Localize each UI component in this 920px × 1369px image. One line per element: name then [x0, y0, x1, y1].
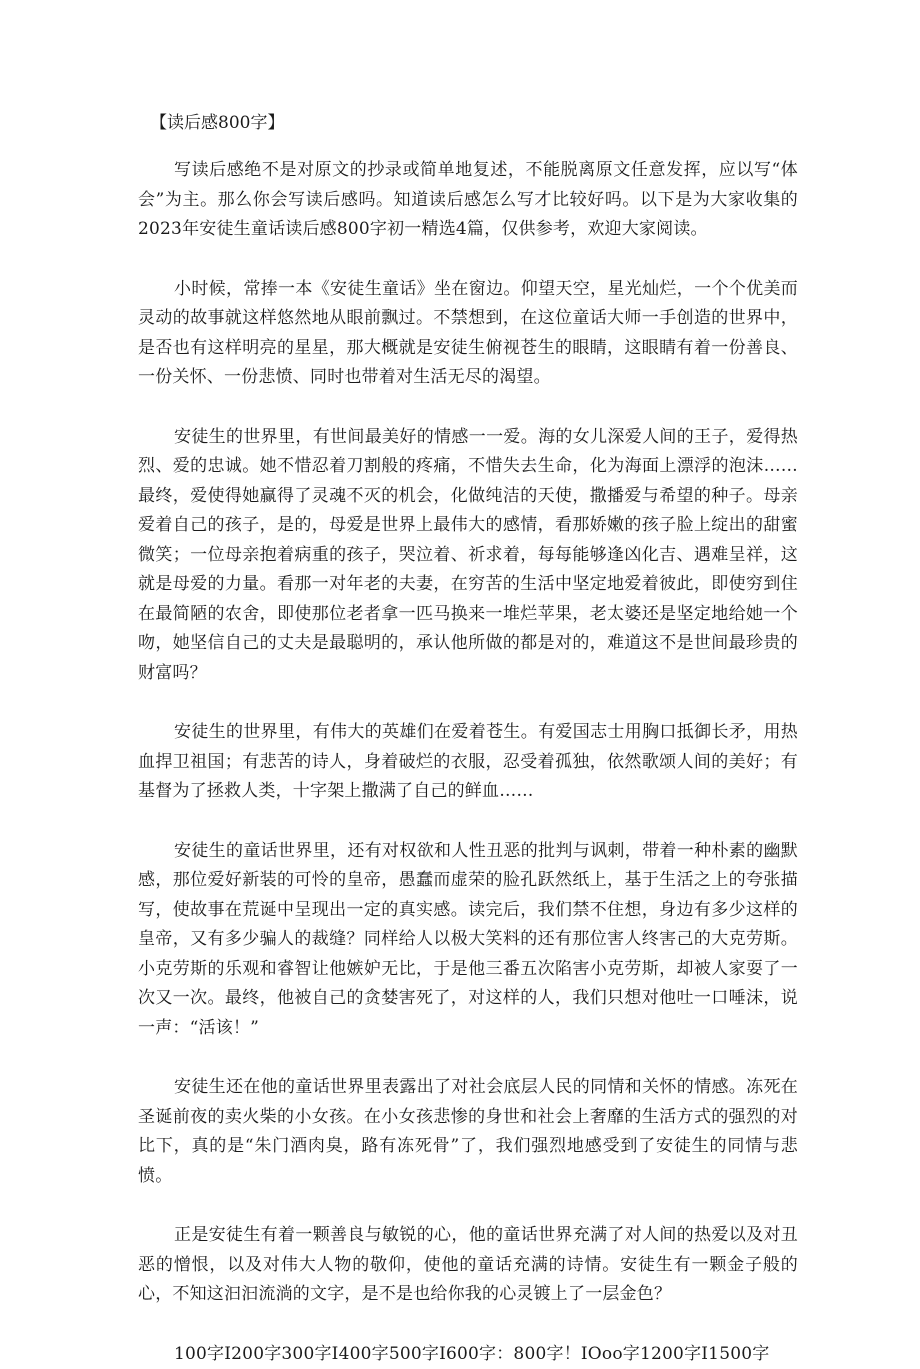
document-page [138, 108, 798, 1369]
conclusion-paragraph: 正是安徒生有着一颗善良与敏锐的心，他的童话世界充满了对人间的热爱以及对丑恶的憎恨，以及对伟大人物的敬仰，使他的童话充满的诗情。安徒生有一颗金子般的心，不知这汩汩流淌的文字，是不是也给你我的心灵镀上了一层金色？ [138, 1221, 798, 1310]
sympathy-paragraph: 安徒生还在他的童话世界里表露出了对社会底层人民的同情和关怀的情感。冻死在圣诞前夜的卖火柴的小女孩。在小女孩悲惨的身世和社会上奢靡的生活方式的强烈的对比下，真的是“朱门酒肉臭，路有冻死骨”了，我们强烈地感受到了安徒生的同情与悲愤。 [138, 1073, 798, 1191]
childhood-paragraph: 小时候，常捧一本《安徒生童话》坐在窗边。仰望天空，星光灿烂，一个个优美而灵动的故事就这样悠然地从眼前飘过。不禁想到，在这位童话大师一手创造的世界中，是否也有这样明亮的星星，那大概就是安徒生俯视苍生的眼睛，这眼睛有着一份善良、一份关怀、一份悲愤、同时也带着对生活无尽的渴望。 [138, 275, 798, 393]
document-heading: 【读后感800字】 [150, 108, 798, 138]
satire-paragraph: 安徒生的童话世界里，还有对权欲和人性丑恶的批判与讽刺，带着一种朴素的幽默感，那位爱好新装的可怜的皇帝，愚蠢而虚荣的脸孔跃然纸上，基于生活之上的夸张描写，使故事在荒诞中呈现出一定的真实感。读完后，我们禁不住想，身边有多少这样的皇帝，又有多少骗人的裁缝？同样给人以极大笑料的还有那位害人终害己的大克劳斯。小克劳斯的乐观和睿智让他嫉妒无比，于是他三番五次陷害小克劳斯，却被人家耍了一次又一次。最终，他被自己的贪婪害死了，对这样的人，我们只想对他吐一口唾沫，说一声：“活该！” [138, 837, 798, 1044]
love-paragraph: 安徒生的世界里，有世间最美好的情感一一爱。海的女儿深爱人间的王子，爱得热烈、爱的忠诚。她不惜忍着刀割般的疼痛，不惜失去生命，化为海面上漂浮的泡沫……最终，爱使得她赢得了灵魂不灭的机会，化做纯洁的天使，撒播爱与希望的种子。母亲爱着自己的孩子，是的，母爱是世界上最伟大的感情，看那娇嫩的孩子脸上绽出的甜蜜微笑；一位母亲抱着病重的孩子，哭泣着、祈求着，每每能够逢凶化吉、遇难呈祥，这就是母爱的力量。看那一对年老的夫妻，在穷苦的生活中坚定地爱着彼此，即使穷到住在最简陋的农舍，即使那位老者拿一匹马换来一堆烂苹果，老太婆还是坚定地给她一个吻，她坚信自己的丈夫是最聪明的，承认他所做的都是对的，难道这不是世间最珍贵的财富吗？ [138, 423, 798, 689]
word-count-links: 100字I200字300字I400字500字I600字：800字！IOoo字1200字I1500字 [138, 1340, 798, 1369]
intro-paragraph: 写读后感绝不是对原文的抄录或简单地复述，不能脱离原文任意发挥，应以写“体会”为主。那么你会写读后感吗。知道读后感怎么写才比较好吗。以下是为大家收集的2023年安徒生童话读后感800字初一精选4篇，仅供参考，欢迎大家阅读。 [138, 156, 798, 245]
heroes-paragraph: 安徒生的世界里，有伟大的英雄们在爱着苍生。有爱国志士用胸口抵御长矛，用热血捍卫祖国；有悲苦的诗人，身着破烂的衣服，忍受着孤独，依然歌颂人间的美好；有基督为了拯救人类，十字架上撒满了自己的鲜血…… [138, 718, 798, 807]
